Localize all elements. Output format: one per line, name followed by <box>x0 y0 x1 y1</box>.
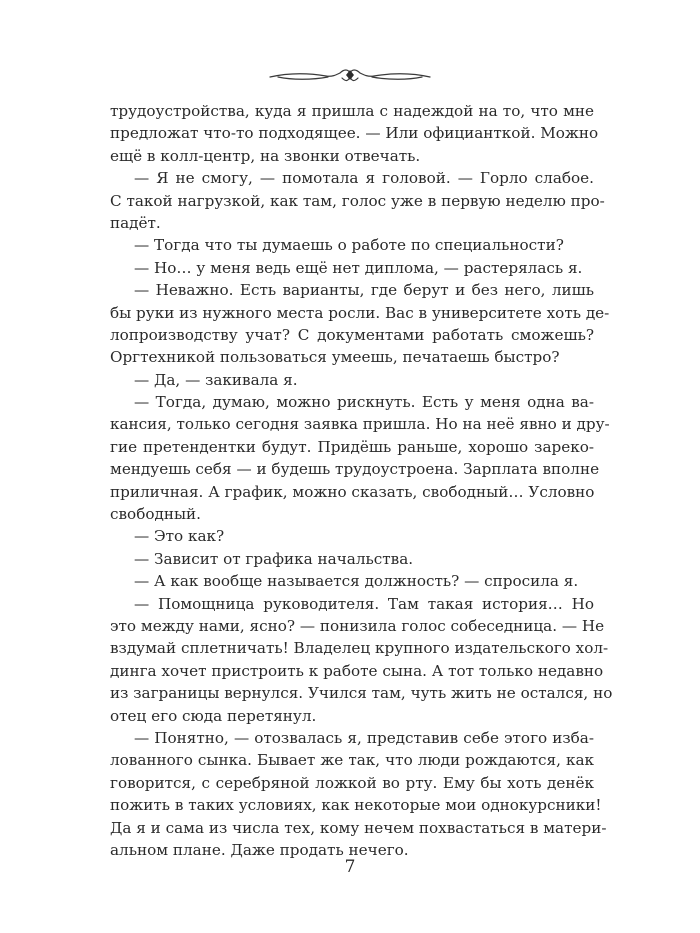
body-text <box>110 100 613 861</box>
text-line: ещё в колл-центр, на звонки отвечать. <box>110 146 421 165</box>
text-line: лованного сынка. Бывает же так, что люди рождаются, как <box>110 751 594 770</box>
text-line: Оргтехникой пользоваться умеешь, печатаешь быстро? <box>110 348 560 367</box>
text-line: из заграницы вернулся. Учился там, чуть жить не остался, но <box>110 684 613 703</box>
text-line: пожить в таких условиях, как некоторые мои однокурсники! <box>110 796 602 815</box>
text-line: — Это как? <box>134 527 225 546</box>
text-line: трудоустройства, куда я пришла с надеждой на то, что мне <box>110 102 594 120</box>
text-line: — Да, — закивала я. <box>134 370 298 389</box>
text-line: — Тогда, думаю, можно рискнуть. Есть у меня одна ва- <box>134 393 594 412</box>
text-line: гие претендентки будут. Придёшь раньше, хорошо зареко- <box>110 437 594 456</box>
text-line: говорится, с серебряной ложкой во рту. Ему бы хоть денёк <box>110 773 594 792</box>
text-line: С такой нагрузкой, как там, голос уже в первую неделю про- <box>110 191 605 210</box>
text-line: лопроизводству учат? С документами работать сможешь? <box>110 325 594 344</box>
text-line: альном плане. Даже продать нечего. <box>110 840 409 859</box>
text-line: предложат что-то подходящее. — Или официанткой. Можно <box>110 124 599 143</box>
text-line: динга хочет пристроить к работе сына. А тот только недавно <box>110 661 604 680</box>
text-line: отец его сюда перетянул. <box>110 706 317 725</box>
text-line: — Понятно, — отозвалась я, представив себе этого изба- <box>134 728 594 747</box>
text-line: — Зависит от графика начальства. <box>134 549 414 568</box>
text-line: мендуешь себя — и будешь трудоустроена. Зарплата вполне <box>110 460 600 479</box>
text-line: — Я не смогу, — помотала я головой. — Горло слабое. <box>134 169 594 188</box>
text-line: падёт. <box>110 213 161 232</box>
text-line: — Тогда что ты думаешь о работе по специальности? <box>134 236 564 255</box>
text-line: это между нами, ясно? — понизила голос собеседница. — Не <box>110 616 605 635</box>
text-line: — Неважно. Есть варианты, где берут и без него, лишь <box>134 281 594 300</box>
text-line: Да я и сама из числа тех, кому нечем похвастаться в матери- <box>110 818 607 837</box>
text-line: кансия, только сегодня заявка пришла. Но на неё явно и дру- <box>110 415 610 434</box>
text-line: — А как вообще называется должность? — спросила я. <box>134 572 579 591</box>
text-line: — Но… у меня ведь ещё нет диплома, — растерялась я. <box>134 258 583 277</box>
flourish-ornament-icon <box>268 64 432 88</box>
text-line: бы руки из нужного места росли. Вас в университете хоть де- <box>110 303 610 322</box>
text-line: свободный. <box>110 505 201 524</box>
text-line: — Помощница руководителя. Там такая история… Но <box>134 594 594 613</box>
text-line: вздумай сплетничать! Владелец крупного издательского хол- <box>110 639 609 658</box>
text-line: приличная. А график, можно сказать, свободный… Условно <box>110 482 595 501</box>
page-number: 7 <box>344 857 356 877</box>
